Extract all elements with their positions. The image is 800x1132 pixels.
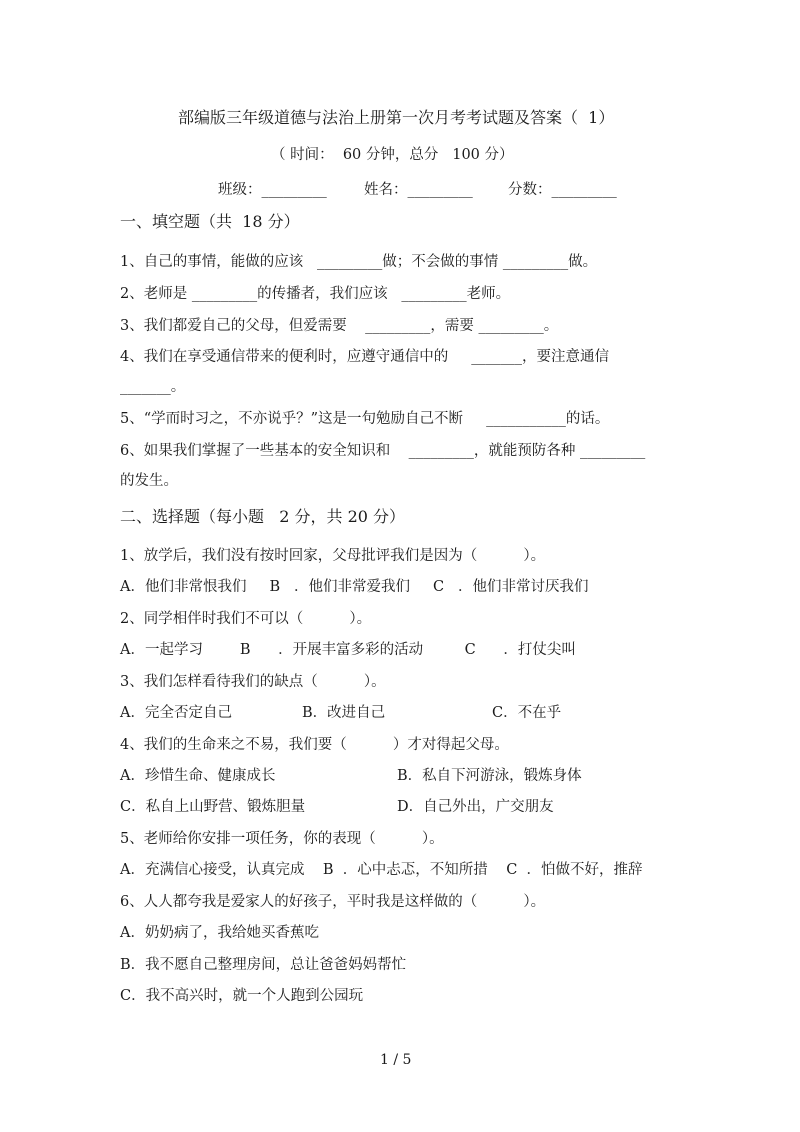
section-choice-heading: 二、选择题（每小题 2 分，共 20 分） <box>120 507 406 526</box>
choice-question-5-options: A．充满信心接受，认真完成 B ．心中忐忑，不知所措 C ．怕做不好，推辞 <box>120 862 643 878</box>
fill-question-4: 4、我们在享受通信带来的便利时，应遵守通信中的 _______，要注意通信 <box>120 349 610 365</box>
fill-question-6-cont: 的发生。 <box>120 473 178 489</box>
fill-question-1: 1、自己的事情，能做的应该 _________做；不会做的事情 _________做。 <box>120 254 598 270</box>
section-fill-blank-heading: 一、填空题（共 18 分） <box>120 212 300 231</box>
choice-question-6-option-c: C．我不高兴时，就一个人跑到公园玩 <box>120 988 364 1004</box>
choice-question-2: 2、同学相伴时我们不可以（ ）。 <box>120 611 372 627</box>
score-field: 分数：_________ <box>508 182 617 198</box>
fill-question-2: 2、老师是 _________的传播者，我们应该 _________老师。 <box>120 286 511 302</box>
choice-question-3-option-c: C．不在乎 <box>492 705 562 721</box>
name-field: 姓名：_________ <box>364 182 473 198</box>
choice-question-5: 5、老师给你安排一项任务，你的表现（ ）。 <box>120 831 444 847</box>
fill-question-6: 6、如果我们掌握了一些基本的安全知识和 _________，就能预防各种 _________ <box>120 443 646 459</box>
choice-question-3-option-a: A．完全否定自己 <box>120 705 232 721</box>
choice-question-1-options: A．他们非常恨我们 B ．他们非常爱我们 C ．他们非常讨厌我们 <box>120 579 589 595</box>
choice-question-3-option-b: B．改进自己 <box>302 705 386 721</box>
choice-question-6: 6、人人都夸我是爱家人的好孩子，平时我是这样做的（ ）。 <box>120 894 546 910</box>
page-number: 1 / 5 <box>380 1052 412 1068</box>
choice-question-4-option-b: B．私自下河游泳，锻炼身体 <box>397 768 582 784</box>
choice-question-6-option-a: A．奶奶病了，我给她买香蕉吃 <box>120 925 319 941</box>
fill-question-5: 5、“学而时习之，不亦说乎？”这是一句勉励自己不断 ___________的话。 <box>120 411 610 427</box>
class-field: 班级：_________ <box>218 182 327 198</box>
choice-question-3: 3、我们怎样看待我们的缺点（ ）。 <box>120 674 386 690</box>
fill-question-4-cont: _______。 <box>120 379 186 395</box>
choice-question-4-option-d: D．自己外出，广交朋友 <box>397 799 554 815</box>
choice-question-2-options: A．一起学习 B ．开展丰富多彩的活动 C ．打仗尖叫 <box>120 642 576 658</box>
choice-question-6-option-b: B．我不愿自己整理房间，总让爸爸妈妈帮忙 <box>120 957 407 973</box>
choice-question-4-option-c: C．私自上山野营、锻炼胆量 <box>120 799 306 815</box>
exam-subtitle: （ 时间： 60 分钟，总分 100 分） <box>271 147 514 163</box>
exam-title: 部编版三年级道德与法治上册第一次月考考试题及答案（ 1） <box>178 108 615 127</box>
choice-question-1: 1、放学后，我们没有按时回家，父母批评我们是因为（ ）。 <box>120 548 546 564</box>
choice-question-4-option-a: A．珍惜生命、健康成长 <box>120 768 276 784</box>
choice-question-4: 4、我们的生命来之不易，我们要（ ）才对得起父母。 <box>120 737 509 753</box>
fill-question-3: 3、我们都爱自己的父母，但爱需要 _________，需要 _________。 <box>120 318 559 334</box>
